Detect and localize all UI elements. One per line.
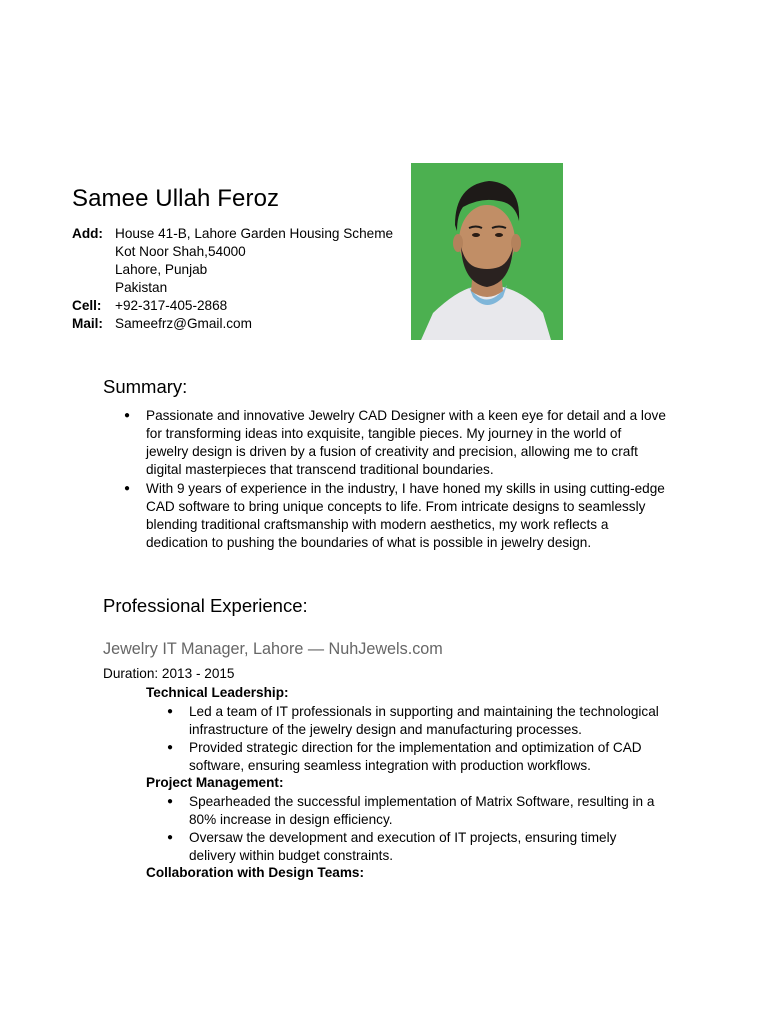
profile-photo [411, 163, 563, 340]
address-line-2: Kot Noor Shah,54000 [115, 244, 246, 259]
experience-heading: Professional Experience: [103, 595, 308, 616]
cell-label: Cell: [72, 298, 102, 313]
summary-bullet-text: Passionate and innovative Jewelry CAD Designer with a keen eye for detail and a love for transforming ideas into exquisite, tangible pieces. My journey in the world of jewelry design is driven by a fusion of creativity and precision, allowing me to craft digital masterpieces that transcend traditional boundaries. [146, 408, 666, 478]
section-title-project-management: Project Management: [146, 775, 284, 790]
cell-value: +92-317-405-2868 [115, 298, 228, 313]
bullet-icon: ● [167, 742, 174, 753]
bullet-icon: ● [167, 832, 174, 843]
experience-bullet-text: Oversaw the development and execution of IT projects, ensuring timely delivery within budget constraints. [189, 830, 617, 864]
address-line-4: Pakistan [115, 280, 168, 295]
section-title-technical-leadership: Technical Leadership: [146, 685, 289, 700]
section-title-collaboration: Collaboration with Design Teams: [146, 865, 365, 880]
bullet-icon: ● [124, 410, 131, 421]
job-duration: Duration: 2013 - 2015 [103, 666, 235, 681]
bullet-icon: ● [167, 796, 174, 807]
bullet-icon: ● [124, 483, 131, 494]
summary-bullet-text: With 9 years of experience in the industry, I have honed my skills in using cutting-edge CAD software to bring unique concepts to life. From intricate designs to seamlessly blending traditional craftsmanship with modern aesthetics, my work reflects a dedication to pushing the boundaries of what is possible in jewelry design. [146, 481, 665, 551]
mail-row [72, 315, 252, 333]
experience-bullet-text: Provided strategic direction for the implementation and optimization of CAD software, ensuring seamless integration with production workflows. [189, 740, 642, 774]
candidate-name: Samee Ullah Feroz [72, 185, 280, 212]
experience-bullet [167, 793, 659, 829]
mail-label: Mail: [72, 316, 103, 331]
bullet-icon: ● [167, 706, 174, 717]
address-line-1: House 41-B, Lahore Garden Housing Scheme [115, 226, 394, 241]
experience-bullet-text: Led a team of IT professionals in supporting and maintaining the technological infrastructure of the jewelry design and manufacturing processes. [189, 704, 659, 738]
summary-bullet [124, 407, 666, 479]
job-title: Jewelry IT Manager, Lahore — NuhJewels.com [103, 640, 443, 658]
mail-value: Sameefrz@Gmail.com [115, 316, 252, 331]
experience-bullet [167, 829, 659, 865]
experience-bullet [167, 703, 659, 739]
address-label: Add: [72, 226, 103, 241]
address-line-3: Lahore, Punjab [115, 262, 208, 277]
cell-row [72, 297, 227, 315]
experience-bullet [167, 739, 659, 775]
experience-bullet-text: Spearheaded the successful implementation of Matrix Software, resulting in a 80% increase in design efficiency. [189, 794, 655, 828]
summary-heading: Summary: [103, 376, 188, 397]
address-row [72, 225, 393, 243]
portrait-illustration [411, 163, 563, 340]
summary-bullet [124, 480, 666, 552]
